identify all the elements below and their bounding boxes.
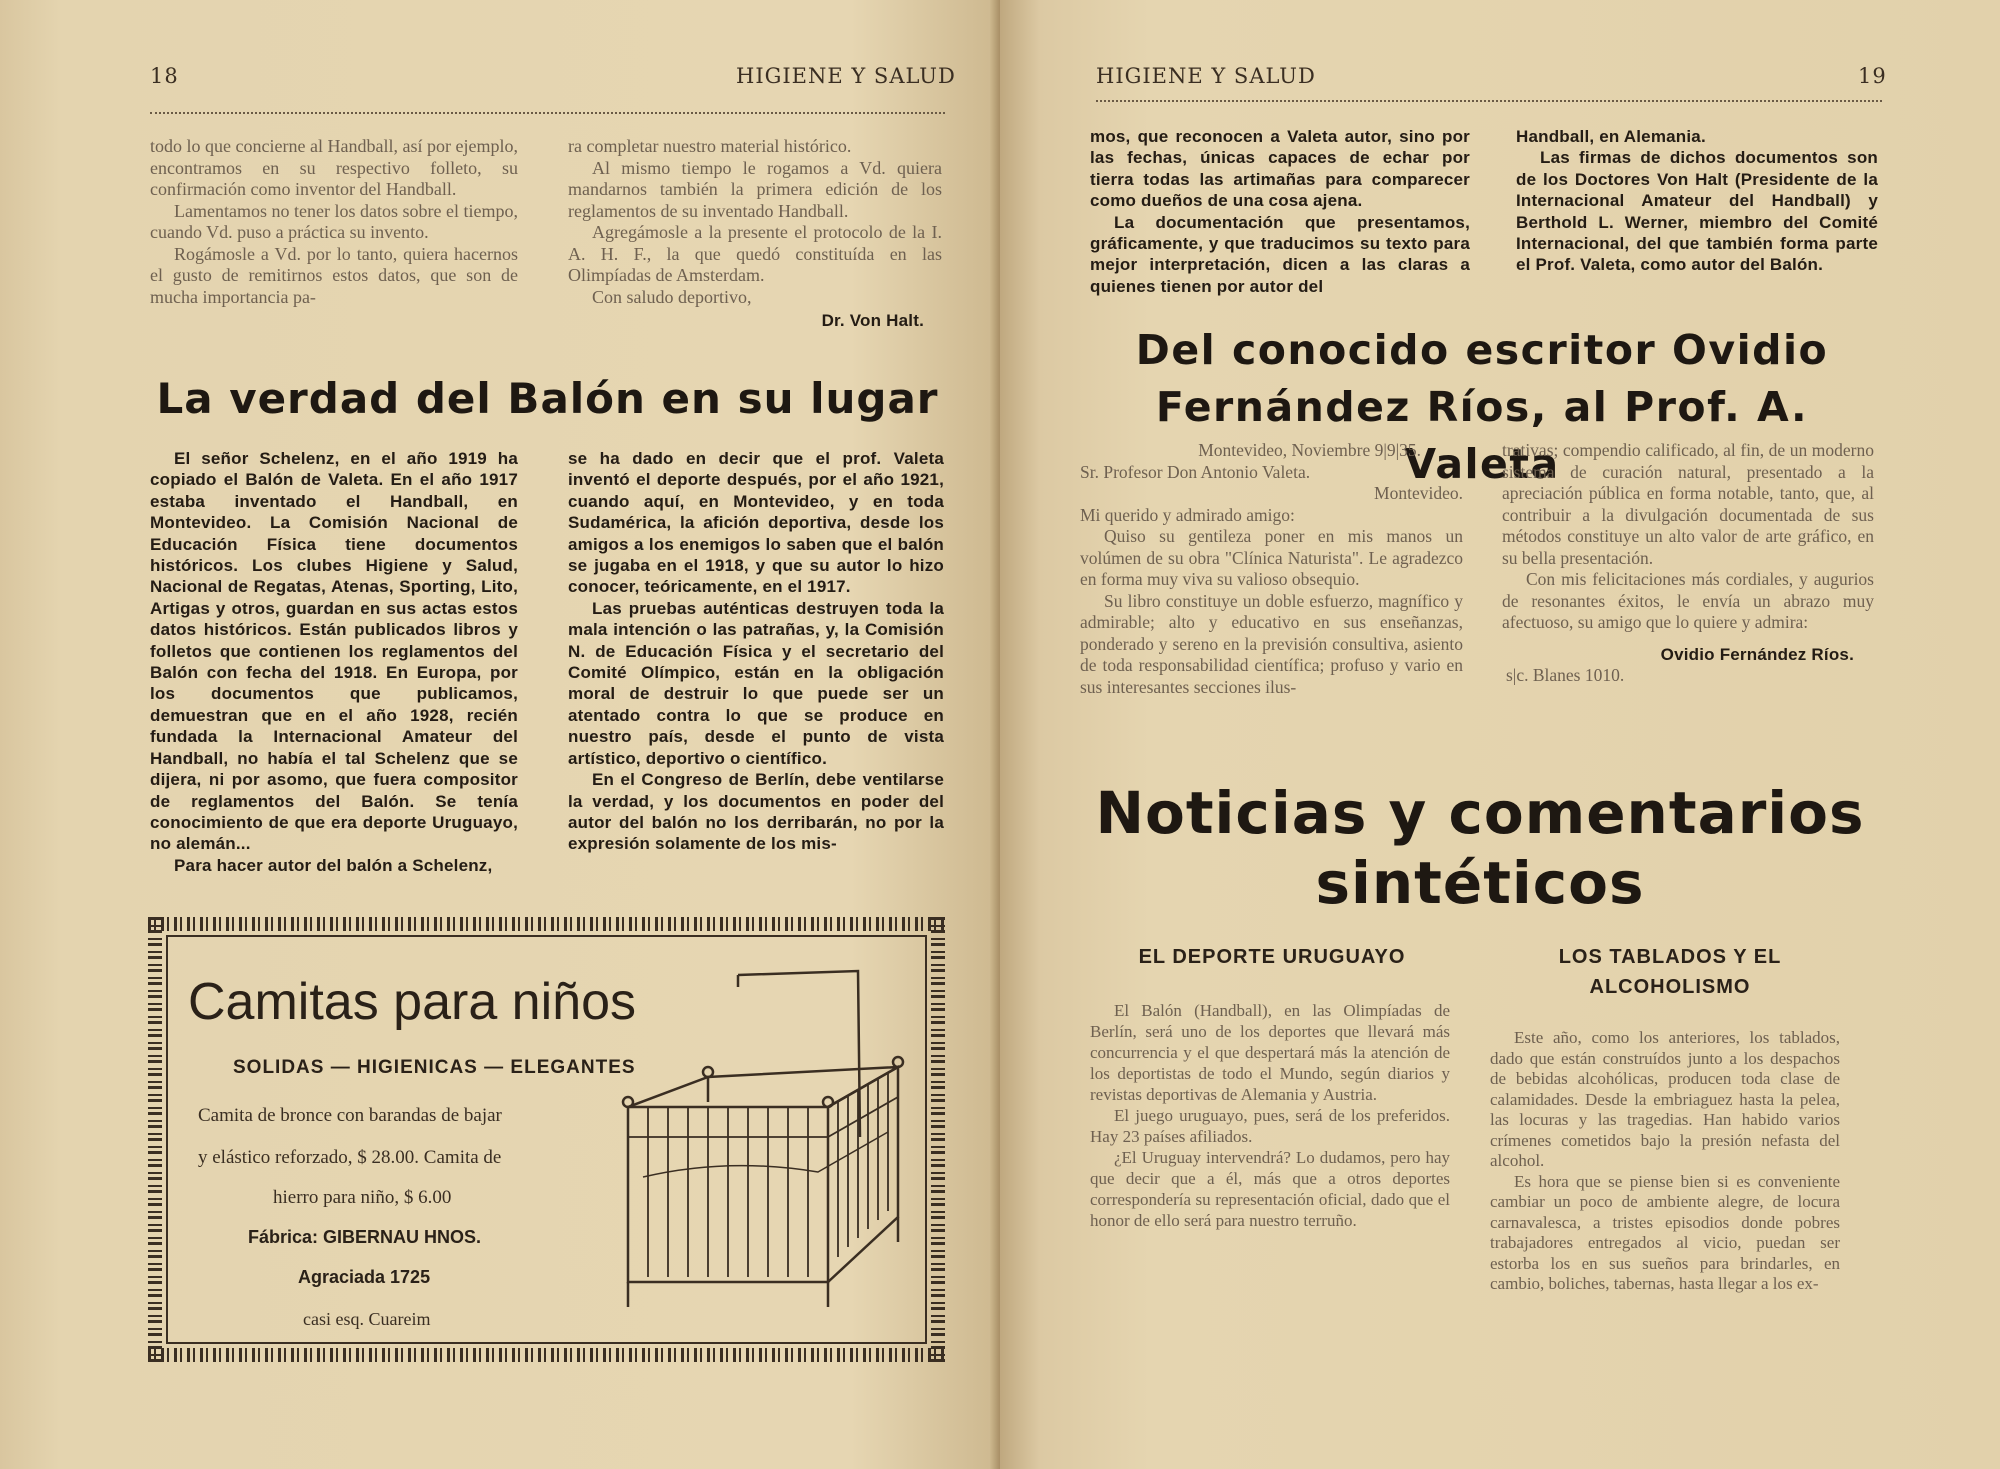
crib-illustration (598, 957, 928, 1322)
ad-title: Camitas para niños (188, 973, 636, 1031)
section-heading-tablados: LOS TABLADOS Y EL ALCOHOLISMO (1558, 946, 1782, 998)
greek-key-border-left (148, 917, 162, 1362)
greek-key-border-top (148, 917, 945, 931)
letter-column-2: trativas; compendio calificado, al fin, de un moderno sistema de curación natural, presentado a la apreciación pública en forma notable, tanto, que, al contribuir a la divulgación documentada de sus métodos constituye un alto valor de arte gráfico, en su bella presentación. Con mis felicitaciones más cordiales, y augurios de resonantes éxitos, le envía un abrazo muy afectuoso, su amigo que lo quiere y admira: Ovidio Fernández Ríos. s|c. Blanes 1010. (1502, 440, 1874, 685)
letter-column-1: todo lo que concierne al Handball, así por ejemplo, encontramos en su respectivo folleto, su confirmación como inventor del Handball. Lamentamos no tener los datos sobre el tiempo, cuando Vd. puso a práctica su invento. Rogámosle a Vd. por lo tanto, quiera hacernos el gusto de remitirnos estos datos, que son de mucha importancia pa- (150, 136, 518, 307)
news-title: Noticias y comentarios sintéticos (1095, 779, 1865, 917)
article-column-2: se ha dado en decir que el prof. Valeta inventó el deporte después, por el año 1921, cuando aquí, en Montevideo, y en toda Sudamérica, la afición deportiva, desde los amigos a los enemigos lo saben que el balón se jugaba en el 1918, y que su autor lo hizo conocer, teóricamente, en el 1917. Las pruebas auténticas destruyen toda la mala intención o las patrañas, y, la Comisión N. de Educación Física y el secretario del Comité Olímpico, están en la obligación moral de destruir lo que puede ser un atentado contra lo que se produce en nuestro país, desde el punto de vista artístico, deportivo o científico. En el Congreso de Berlín, debe ventilarse la verdad, y los documentos en poder del autor del balón no los derribarán, no por la expresión solamente de los mis- (568, 449, 944, 854)
letter-salutation: Mi querido y admirado amigo: (1080, 504, 1295, 525)
letter-signature: Dr. Von Halt. (821, 311, 924, 330)
running-head: HIGIENE Y SALUD (1096, 64, 1316, 88)
header-rule (1096, 100, 1882, 102)
letter-title: Del conocido escritor Ovidio Fernández Ríos, al Prof. A. Valeta (1135, 326, 1829, 488)
greek-key-border-right (931, 917, 945, 1362)
ad-corner: casi esq. Cuareim (303, 1309, 431, 1329)
ad-text-line-2: y elástico reforzado, $ 28.00. Camita de (198, 1147, 502, 1168)
ad-maker: Fábrica: GIBERNAU HNOS. (248, 1227, 482, 1247)
running-head: HIGIENE Y SALUD (736, 64, 956, 88)
letter-city: Montevideo. (1374, 483, 1463, 503)
right-page (1000, 0, 2000, 1469)
news-column-2: Este año, como los anteriores, los tablados, dado que están construídos junto a los despachos de bebidas alcohólicas, producen toda clase de calamidades. Desde la embriaguez hasta la pelea, las locuras y las tragedias. Han habido varios crímenes cometidos bajo la presión nefasta del alcohol. Es hora que se piense bien si es conveniente cambiar un poco de ambiente alegre, de locura carnavalesca, a tristes episodios donde pobres trabajadores entregados al vicio, puedan ser estorba los en sus sueños para brindarles, en cambio, boliches, tabernas, hasta llegar a los ex- (1490, 1028, 1840, 1293)
section-heading-deporte: EL DEPORTE URUGUAYO (1138, 946, 1406, 968)
continuation-column-1: mos, que reconocen a Valeta autor, sino por las fechas, únicas capaces de echar por tierra todas las artimañas para comparecer como dueños de una cosa ajena. La documentación que presentamos, gráficamente, y que traducimos su texto para mejor interpretación, dicen a las claras a quienes tienen por autor del (1090, 127, 1470, 296)
page-number: 18 (150, 64, 179, 88)
ad-subtitle: SOLIDAS — HIGIENICAS — ELEGANTES (233, 1057, 636, 1078)
letter-column-2: ra completar nuestro material histórico. Al mismo tiempo le rogamos a Vd. quiera mandarnos también la primera edición de los reglamentos de su inventado Handball. Agregámosle a la presente el protocolo de la I. A. H. F., la que quedó constituída en las Olimpíadas de Amsterdam. Con saludo deportivo, Dr. Von Halt. (568, 136, 942, 330)
crib-advertisement (148, 917, 945, 1362)
ad-address: Agraciada 1725 (298, 1267, 431, 1287)
continuation-column-2: Handball, en Alemania. Las firmas de dichos documentos son de los Doctores Von Halt (Presidente de la Internacional Amateur del Handball) y Berthold L. Werner, miembro del Comité Internacional, del que también forma parte el Prof. Valeta, como autor del Balón. (1516, 127, 1878, 275)
signature-address: s|c. Blanes 1010. (1506, 665, 1625, 685)
ad-text-line-3: hierro para niño, $ 6.00 (273, 1187, 452, 1208)
article-title: La verdad del Balón en su lugar (156, 374, 939, 423)
letter-signature: Ovidio Fernández Ríos. (1660, 644, 1854, 664)
ad-text-line-1: Camita de bronce con barandas de bajar (198, 1105, 502, 1126)
article-column-1: El señor Schelenz, en el año 1919 ha copiado el Balón de Valeta. En el año 1917 estaba inventado el Handball, en Montevideo. La Comisión Nacional de Educación Física tiene documentos históricos. Los clubes Higiene y Salud, Nacional de Regatas, Atenas, Sporting, Lito, Artigas y otros, guardan en sus actas estos datos históricos. Están publicados libros y folletos que contienen los reglamentos del Balón con fecha del 1918. En Europa, por los documentos que publicamos, demuestran que en el año 1928, recién fundada la Internacional Amateur del Handball, no había el tal Schelenz que se dijera, ni por asomo, que fuera compositor de reglamentos del Balón. Se tenía conocimiento de que era deporte Uruguayo, no alemán... Para hacer autor del balón a Schelenz, (150, 449, 518, 875)
letter-addressee: Sr. Profesor Don Antonio Valeta. (1080, 461, 1311, 482)
letter-column-1: Montevideo, Noviembre 9|9|35. Sr. Profesor Don Antonio Valeta. Montevideo. Mi querido y admirado amigo: Quiso su gentileza poner en mis manos un volúmen de su obra "Clínica Naturista". Le agradezco en forma muy viva su valioso obsequio. Su libro constituye un doble esfuerzo, magnífico y admirable; alto y educativo en sus enseñanzas, ponderado y sereno en la previsión consultiva, asiento de toda responsabilidad científica; profuso y vario en sus interesantes secciones ilus- (1080, 440, 1463, 697)
greek-key-border-bottom (148, 1348, 945, 1362)
letter-date: Montevideo, Noviembre 9|9|35. (1198, 440, 1421, 460)
header-rule (150, 112, 945, 114)
page-number: 19 (1858, 64, 1887, 88)
news-column-1: El Balón (Handball), en las Olimpíadas de Berlín, será uno de los deportes que llevará más concurrencia y el que despertará más la atención de los deportistas de todo el Mundo, según diarios y revistas deportivas de Alemania y Austria. El juego uruguayo, pues, será de los preferidos. Hay 23 países afiliados. ¿El Uruguay intervendrá? Lo dudamos, pero hay que decir que a él, más que a otros deportes correspondería su representación oficial, dado que el honor de ello será para nuestro terruño. (1090, 1001, 1450, 1230)
